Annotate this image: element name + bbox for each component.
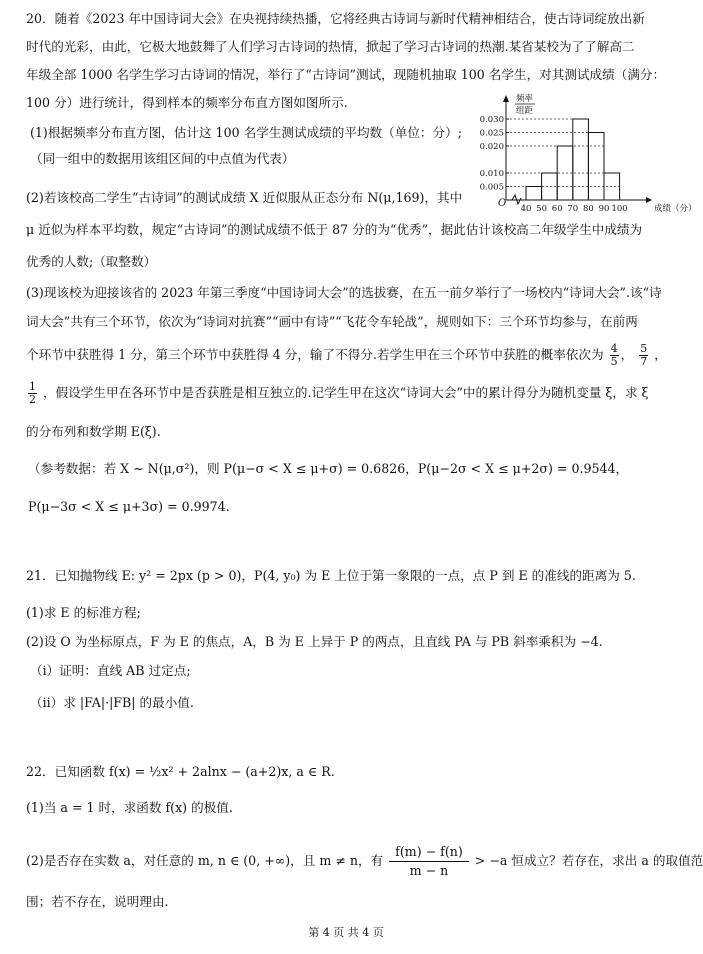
y-tick-label: 0.025: [479, 128, 504, 139]
q20-reference-line-a: （参考数据：若 X ~ N(μ,σ²)，则 P(μ−σ < X ≤ μ+σ) = 0.6826，P(μ−2σ < X ≤ μ+2σ) = 0.9544，: [28, 461, 629, 476]
q22-line-3: [26, 843, 703, 880]
q21-line-2: (1)求 E 的标准方程;: [26, 605, 141, 620]
x-tick-label: 60: [551, 204, 563, 214]
histogram-bar: [526, 187, 542, 201]
q22-line-3-text-b: > −a 恒成立？若存在，求出 a 的取值范: [474, 853, 703, 868]
x-tick-label: 40: [520, 204, 532, 214]
q20-part3-line-e: 的分布列和数学期 E(ξ).: [26, 424, 161, 439]
x-tick-label: 70: [567, 204, 579, 214]
q20-part3-line-c-text: 个环节中获胜得 1 分，第三个环节中获胜得 4 分，输了不得分.若学生甲在三个环节中获胜的概率依次为: [26, 347, 604, 362]
q20-line-1: 20．随着《2023 年中国诗词大会》在央视持续热播，它将经典古诗词与新时代精神相结合，使古诗词绽放出新: [26, 11, 645, 26]
q20-part3-line-d: [26, 381, 649, 406]
q20-part2-line-a: (2)若该校高二学生“古诗词”的测试成绩 X 近似服从正态分布 N(μ,169)，其中: [26, 190, 463, 205]
histogram-bar: [573, 119, 589, 200]
q20-line-4: 100 分）进行统计，得到样本的频率分布直方图如图所示.: [26, 95, 348, 110]
q20-part3-line-c: 个环节中获胜得 1 分，第三个环节中获胜得 4 分，输了不得分.若学生甲在三个环节中获胜的概率依次为 $\frac{4}{5}$ ， $\frac{5}{7}$ ，: [26, 342, 667, 368]
y-tick-label: 0.005: [479, 182, 504, 193]
origin-label: O: [498, 198, 507, 209]
q20-part1-line-a: (1)根据频率分布直方图，估计这 100 名学生测试成绩的平均数（单位：分）;: [30, 125, 462, 140]
q20-part2-line-c: 优秀的人数;（取整数）: [26, 254, 157, 269]
q20-part1-line-b: （同一组中的数据用该组区间的中点值为代表）: [30, 151, 295, 166]
q20-part3-line-d-text: ，假设学生甲在各环节中是否获胜是相互独立的.记学生甲在这次“诗词大会”中的累计得分为随机变量 ξ，求 ξ: [43, 385, 649, 400]
q22-line-2: (1)当 a = 1 时，求函数 f(x) 的极值.: [26, 800, 233, 815]
x-tick-label: 50: [536, 204, 548, 214]
q22-line-3-text-a: (2)是否存在实数 a，对任意的 m, n ∈ (0, +∞)，且 m ≠ n，有: [26, 853, 384, 868]
q20-reference-line-b: P(μ−3σ < X ≤ μ+3σ) = 0.9974.: [28, 499, 230, 514]
frequency-histogram: [479, 92, 697, 217]
q21-line-5: （ii）求 |FA|·|FB| 的最小值.: [30, 695, 194, 710]
q20-part3-line-a: (3)现该校为迎接该省的 2023 年第三季度“中国诗词大会”的选拔赛，在五一前夕举行了一场校内“诗词大会”.该“诗: [26, 285, 662, 300]
histogram-bars: [526, 119, 620, 200]
y-axis-label-top: 频率: [516, 94, 534, 104]
x-axis-label: 成绩（分）: [654, 204, 697, 214]
q20-line-3: 年级全部 1000 名学生学习古诗词的情况，举行了“古诗词”测试，现随机抽取 100 名学生，对其测试成绩（满分：: [26, 67, 666, 82]
difference-quotient: $\frac{f(m) - f(n)}{m - n}$: [389, 843, 469, 880]
q21-line-4: （i）证明：直线 AB 过定点;: [30, 663, 191, 678]
y-axis-label-bottom: 组距: [516, 106, 534, 116]
y-tick-label: 0.010: [479, 169, 504, 179]
histogram-dashed-guides: [506, 119, 620, 187]
x-tick-label: 100: [611, 204, 628, 214]
x-tick-label: 80: [582, 204, 594, 214]
page-footer: 第 4 页 共 4 页: [308, 926, 384, 939]
q20-line-2: 时代的光彩，由此，它极大地鼓舞了人们学习古诗词的热情，掀起了学习古诗词的热潮.某省某校为了了解高二: [26, 39, 635, 54]
y-tick-label: 0.020: [479, 142, 504, 152]
y-axis-arrow: [503, 95, 509, 102]
q20-part3-line-b: 词大会”共有三个环节，依次为“诗词对抗赛”“画中有诗”“飞花令车轮战”，规则如下：三个环节均参与，在前两: [26, 314, 638, 329]
x-axis-arrow: [646, 197, 652, 203]
q21-line-1: 21．已知抛物线 E: y² = 2px (p > 0)，P(4, y₀) 为 E 上位于第一象限的一点，点 P 到 E 的准线的距离为 5.: [26, 568, 636, 583]
q21-line-3: (2)设 O 为坐标原点，F 为 E 的焦点，A，B 为 E 上异于 P 的两点，且直线 PA 与 PB 斜率乘积为 −4.: [26, 634, 603, 649]
q22-line-4: 围；若不存在，说明理由.: [26, 894, 169, 909]
q20-part2-line-b: μ 近似为样本平均数，规定“古诗词”的测试成绩不低于 87 分的为“优秀”，据此估计该校高二年级学生中成绩为: [26, 222, 643, 237]
x-tick-label: 90: [598, 204, 610, 214]
fraction-4-5: $\frac{4}{5}$: [610, 342, 618, 368]
q22-line-1: 22．已知函数 f(x) = ½x² + 2alnx − (a+2)x, a ∈ R.: [26, 764, 335, 779]
fraction-1-2: $\frac{1}{2}$: [29, 380, 36, 406]
histogram-bar: [588, 133, 604, 201]
fraction-5-7: $\frac{5}{7}$: [640, 342, 648, 368]
y-tick-label: 0.030: [479, 115, 504, 125]
